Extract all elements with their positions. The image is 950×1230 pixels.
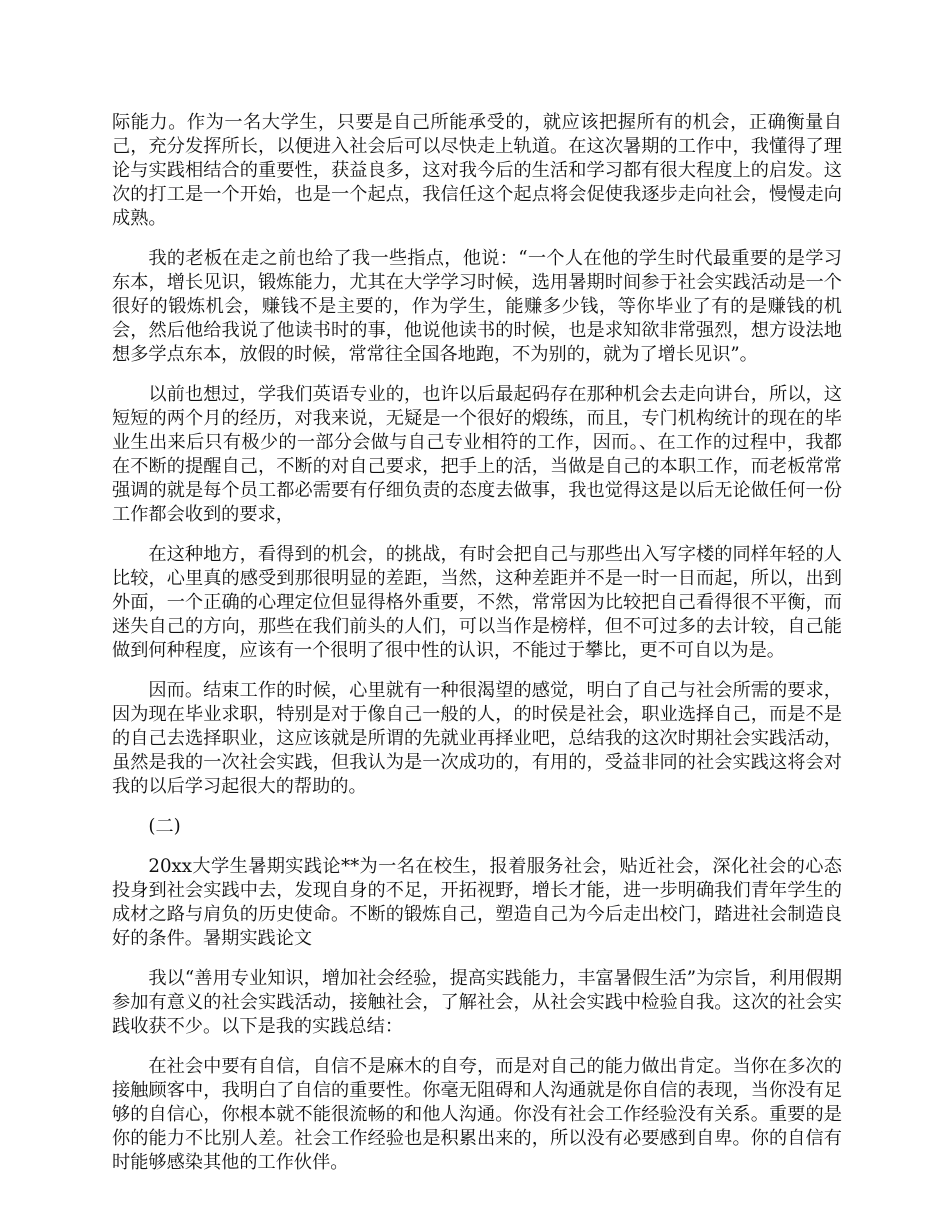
paragraph-8: 在社会中要有自信，自信不是麻木的自夸，而是对自己的能力做出肯定。当你在多次的接触顾客中，我明白了自信的重要性。你毫无阻碍和人沟通就是你自信的表现，当你没有足够的自信心，你根本就不能很流畅的和他人沟通。你没有社会工作经验没有关系。重要的是你的能力不比别人差。社会工作经验也是积累出来的，所以没有必要感到自卑。你的自信有时能够感染其他的工作伙伴。 [112,1056,842,1173]
paragraph-1: 际能力。作为一名大学生，只要是自己所能承受的，就应该把握所有的机会，正确衡量自己，充分发挥所长，以便进入社会后可以尽快走上轨道。在这次暑期的工作中，我懂得了理论与实践相结合的重要性，获益良多，这对我今后的生活和学习都有很大程度上的启发。这次的打工是一个开始，也是一个起点，我信任这个起点将会促使我逐步走向社会，慢慢走向成熟。 [112,112,842,229]
paragraph-7: 我以“善用专业知识，增加社会经验，提高实践能力，丰富暑假生活”为宗旨，利用假期参加有意义的社会实践活动，接触社会，了解社会，从社会实践中检验自我。这次的社会实践收获不少。以下是我的实践总结： [112,968,842,1037]
paragraph-6: 20xx大学生暑期实践论**为一名在校生，报着服务社会，贴近社会，深化社会的心态投身到社会实践中去，发现自身的不足，开拓视野，增长才能，进一步明确我们青年学生的成材之路与肩负的历史使命。不断的锻炼自己，塑造自己为今后走出校门，踏进社会制造良好的条件。暑期实践论文 [112,856,842,949]
paragraph-4: 在这种地方，看得到的机会，的挑战，有时会把自己与那些出入写字楼的同样年轻的人比较，心里真的感受到那很明显的差距，当然，这种差距并不是一时一日而起，所以，出到外面，一个正确的心理定位但显得格外重要，不然，常常因为比较把自己看得很不平衡，而迷失自己的方向，那些在我们前头的人们，可以当作是榜样，但不可过多的去计较，自己能做到何种程度，应该有一个很明了很中性的认识，不能过于攀比，更不可自以为是。 [112,544,842,661]
document-page [112,111,842,1191]
paragraph-5: 因而。结束工作的时候，心里就有一种很渴望的感觉，明白了自己与社会所需的要求，因为现在毕业求职，特别是对于像自己一般的人，的时侯是社会，职业选择自己，而是不是的自己去选择职业，这应该就是所谓的先就业再择业吧，总结我的这次时期社会实践活动，虽然是我的一次社会实践，但我认为是一次成功的，有用的，受益非同的社会实践这将会对我的以后学习起很大的帮助的。 [112,680,842,797]
paragraph-2: 我的老板在走之前也给了我一些指点，他说：“一个人在他的学生时代最重要的是学习东本，增长见识，锻炼能力，尤其在大学学习时候，选用暑期时间参于社会实践活动是一个很好的锻炼机会，赚钱不是主要的，作为学生，能赚多少钱，等你毕业了有的是赚钱的机会，然后他给我说了他读书时的事，他说他读书的时候，也是求知欲非常强烈，想方设法地想多学点东本，放假的时候，常常往全国各地跑，不为别的，就为了增长见识”。 [112,248,842,365]
paragraph-3: 以前也想过，学我们英语专业的，也许以后最起码存在那种机会去走向讲台，所以，这短短的两个月的经历，对我来说，无疑是一个很好的煅练，而且，专门机构统计的现在的毕业生出来后只有极少的一部分会做与自己专业相符的工作，因而。、在工作的过程中，我都在不断的提醒自己，不断的对自己要求，把手上的活，当做是自己的本职工作，而老板常常强调的就是每个员工都必需要有仔细负责的态度去做事，我也觉得这是以后无论做任何一份工作都会收到的要求， [112,384,842,525]
section-heading: (二) [148,816,181,837]
